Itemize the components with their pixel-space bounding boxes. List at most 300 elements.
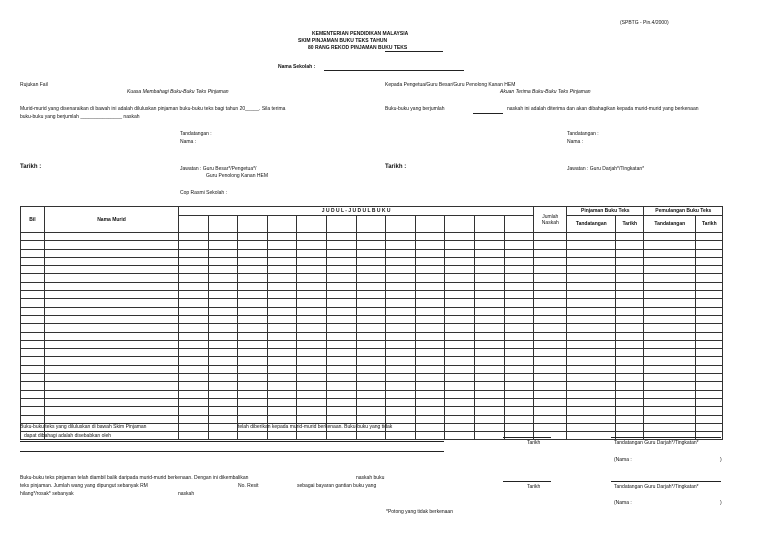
- book-cell[interactable]: [504, 274, 534, 282]
- return-date-cell[interactable]: [696, 307, 723, 315]
- student-name-cell[interactable]: [45, 398, 179, 406]
- book-cell[interactable]: [179, 233, 209, 241]
- number-cell[interactable]: [21, 233, 45, 241]
- book-cell[interactable]: [326, 241, 356, 249]
- book-cell[interactable]: [504, 315, 534, 323]
- return-signature-cell[interactable]: [644, 340, 696, 348]
- loan-signature-cell[interactable]: [567, 291, 616, 299]
- book-cell[interactable]: [386, 324, 416, 332]
- book-cell[interactable]: [297, 291, 327, 299]
- book-cell[interactable]: [326, 274, 356, 282]
- book-title-cell[interactable]: [208, 216, 238, 233]
- book-cell[interactable]: [238, 432, 268, 440]
- return-signature-cell[interactable]: [644, 407, 696, 415]
- student-name-cell[interactable]: [45, 357, 179, 365]
- return-signature-cell[interactable]: [644, 365, 696, 373]
- loan-signature-cell[interactable]: [567, 349, 616, 357]
- book-cell[interactable]: [297, 415, 327, 423]
- loan-signature-cell[interactable]: [567, 249, 616, 257]
- return-signature-cell[interactable]: [644, 332, 696, 340]
- number-cell[interactable]: [21, 398, 45, 406]
- student-name-cell[interactable]: [45, 282, 179, 290]
- return-date-cell[interactable]: [696, 357, 723, 365]
- book-cell[interactable]: [415, 357, 445, 365]
- number-cell[interactable]: [21, 266, 45, 274]
- student-name-cell[interactable]: [45, 382, 179, 390]
- book-cell[interactable]: [208, 241, 238, 249]
- book-cell[interactable]: [474, 266, 504, 274]
- number-cell[interactable]: [21, 390, 45, 398]
- book-cell[interactable]: [356, 432, 386, 440]
- book-cell[interactable]: [179, 340, 209, 348]
- book-cell[interactable]: [415, 249, 445, 257]
- book-cell[interactable]: [208, 266, 238, 274]
- book-cell[interactable]: [179, 324, 209, 332]
- book-cell[interactable]: [208, 233, 238, 241]
- book-cell[interactable]: [445, 241, 475, 249]
- book-cell[interactable]: [208, 282, 238, 290]
- student-name-cell[interactable]: [45, 274, 179, 282]
- book-cell[interactable]: [415, 398, 445, 406]
- copy-count-cell[interactable]: [534, 291, 567, 299]
- book-title-cell[interactable]: [297, 216, 327, 233]
- book-cell[interactable]: [386, 340, 416, 348]
- copy-count-cell[interactable]: [534, 407, 567, 415]
- loan-signature-cell[interactable]: [567, 340, 616, 348]
- number-cell[interactable]: [21, 382, 45, 390]
- book-cell[interactable]: [445, 390, 475, 398]
- copy-count-cell[interactable]: [534, 315, 567, 323]
- book-cell[interactable]: [386, 282, 416, 290]
- book-cell[interactable]: [297, 241, 327, 249]
- book-cell[interactable]: [267, 415, 297, 423]
- book-cell[interactable]: [356, 291, 386, 299]
- book-cell[interactable]: [474, 357, 504, 365]
- book-cell[interactable]: [267, 365, 297, 373]
- book-cell[interactable]: [474, 432, 504, 440]
- book-cell[interactable]: [326, 324, 356, 332]
- book-cell[interactable]: [326, 307, 356, 315]
- book-cell[interactable]: [474, 299, 504, 307]
- return-date-cell[interactable]: [696, 382, 723, 390]
- book-cell[interactable]: [474, 423, 504, 431]
- book-cell[interactable]: [267, 390, 297, 398]
- return-signature-cell[interactable]: [644, 315, 696, 323]
- book-cell[interactable]: [415, 432, 445, 440]
- number-cell[interactable]: [21, 291, 45, 299]
- book-cell[interactable]: [297, 340, 327, 348]
- book-cell[interactable]: [356, 315, 386, 323]
- return-date-cell[interactable]: [696, 374, 723, 382]
- book-cell[interactable]: [356, 233, 386, 241]
- book-cell[interactable]: [267, 233, 297, 241]
- loan-date-cell[interactable]: [616, 423, 644, 431]
- return-date-cell[interactable]: [696, 415, 723, 423]
- book-cell[interactable]: [474, 382, 504, 390]
- book-cell[interactable]: [326, 357, 356, 365]
- book-cell[interactable]: [386, 241, 416, 249]
- loan-signature-cell[interactable]: [567, 407, 616, 415]
- book-cell[interactable]: [326, 249, 356, 257]
- book-cell[interactable]: [386, 374, 416, 382]
- book-cell[interactable]: [445, 340, 475, 348]
- book-cell[interactable]: [386, 274, 416, 282]
- student-name-cell[interactable]: [45, 415, 179, 423]
- book-cell[interactable]: [297, 282, 327, 290]
- book-cell[interactable]: [415, 233, 445, 241]
- loan-signature-cell[interactable]: [567, 274, 616, 282]
- book-cell[interactable]: [356, 382, 386, 390]
- copy-count-cell[interactable]: [534, 233, 567, 241]
- return-signature-cell[interactable]: [644, 349, 696, 357]
- book-cell[interactable]: [267, 274, 297, 282]
- book-cell[interactable]: [238, 299, 268, 307]
- loan-signature-cell[interactable]: [567, 324, 616, 332]
- book-count-line[interactable]: [473, 113, 503, 114]
- return-signature-cell[interactable]: [644, 432, 696, 440]
- book-cell[interactable]: [208, 274, 238, 282]
- loan-date-cell[interactable]: [616, 274, 644, 282]
- return-signature-cell[interactable]: [644, 390, 696, 398]
- book-cell[interactable]: [326, 415, 356, 423]
- book-cell[interactable]: [445, 299, 475, 307]
- loan-signature-cell[interactable]: [567, 398, 616, 406]
- loan-signature-cell[interactable]: [567, 257, 616, 265]
- book-title-cell[interactable]: [415, 216, 445, 233]
- number-cell[interactable]: [21, 340, 45, 348]
- book-cell[interactable]: [238, 233, 268, 241]
- student-name-cell[interactable]: [45, 315, 179, 323]
- teacher-signature-line-1[interactable]: [611, 437, 721, 438]
- book-cell[interactable]: [504, 349, 534, 357]
- book-cell[interactable]: [208, 307, 238, 315]
- loan-date-cell[interactable]: [616, 432, 644, 440]
- book-title-cell[interactable]: [504, 216, 534, 233]
- book-cell[interactable]: [238, 266, 268, 274]
- book-cell[interactable]: [179, 274, 209, 282]
- book-cell[interactable]: [208, 340, 238, 348]
- loan-date-cell[interactable]: [616, 332, 644, 340]
- book-cell[interactable]: [474, 282, 504, 290]
- book-cell[interactable]: [386, 407, 416, 415]
- book-cell[interactable]: [208, 423, 238, 431]
- book-cell[interactable]: [356, 249, 386, 257]
- book-cell[interactable]: [208, 324, 238, 332]
- book-cell[interactable]: [415, 266, 445, 274]
- book-cell[interactable]: [267, 432, 297, 440]
- book-cell[interactable]: [297, 249, 327, 257]
- book-cell[interactable]: [474, 274, 504, 282]
- book-cell[interactable]: [474, 249, 504, 257]
- book-cell[interactable]: [238, 382, 268, 390]
- book-cell[interactable]: [297, 274, 327, 282]
- book-cell[interactable]: [386, 415, 416, 423]
- book-cell[interactable]: [445, 432, 475, 440]
- copy-count-cell[interactable]: [534, 357, 567, 365]
- book-cell[interactable]: [474, 324, 504, 332]
- book-cell[interactable]: [297, 374, 327, 382]
- book-cell[interactable]: [415, 324, 445, 332]
- book-cell[interactable]: [267, 382, 297, 390]
- reason-line-2[interactable]: [20, 451, 444, 452]
- book-cell[interactable]: [297, 365, 327, 373]
- return-signature-cell[interactable]: [644, 266, 696, 274]
- book-cell[interactable]: [386, 349, 416, 357]
- book-cell[interactable]: [356, 299, 386, 307]
- book-cell[interactable]: [297, 407, 327, 415]
- book-cell[interactable]: [504, 423, 534, 431]
- return-signature-cell[interactable]: [644, 398, 696, 406]
- loan-signature-cell[interactable]: [567, 282, 616, 290]
- loan-date-cell[interactable]: [616, 407, 644, 415]
- return-date-cell[interactable]: [696, 398, 723, 406]
- book-cell[interactable]: [445, 423, 475, 431]
- return-signature-cell[interactable]: [644, 233, 696, 241]
- return-date-cell[interactable]: [696, 332, 723, 340]
- copy-count-cell[interactable]: [534, 398, 567, 406]
- book-cell[interactable]: [208, 291, 238, 299]
- book-cell[interactable]: [208, 415, 238, 423]
- book-title-cell[interactable]: [179, 216, 209, 233]
- book-cell[interactable]: [179, 374, 209, 382]
- book-cell[interactable]: [326, 340, 356, 348]
- book-cell[interactable]: [297, 266, 327, 274]
- book-cell[interactable]: [267, 266, 297, 274]
- book-cell[interactable]: [326, 398, 356, 406]
- return-signature-cell[interactable]: [644, 307, 696, 315]
- book-cell[interactable]: [415, 274, 445, 282]
- loan-signature-cell[interactable]: [567, 315, 616, 323]
- copy-count-cell[interactable]: [534, 349, 567, 357]
- book-cell[interactable]: [267, 374, 297, 382]
- number-cell[interactable]: [21, 241, 45, 249]
- book-cell[interactable]: [445, 374, 475, 382]
- book-cell[interactable]: [504, 398, 534, 406]
- return-signature-cell[interactable]: [644, 324, 696, 332]
- book-cell[interactable]: [238, 349, 268, 357]
- book-cell[interactable]: [267, 315, 297, 323]
- book-cell[interactable]: [474, 315, 504, 323]
- book-cell[interactable]: [326, 349, 356, 357]
- loan-signature-cell[interactable]: [567, 415, 616, 423]
- copy-count-cell[interactable]: [534, 299, 567, 307]
- book-cell[interactable]: [504, 299, 534, 307]
- book-cell[interactable]: [415, 332, 445, 340]
- book-cell[interactable]: [504, 374, 534, 382]
- book-cell[interactable]: [326, 299, 356, 307]
- loan-date-cell[interactable]: [616, 357, 644, 365]
- return-date-cell[interactable]: [696, 315, 723, 323]
- book-cell[interactable]: [356, 390, 386, 398]
- return-signature-cell[interactable]: [644, 241, 696, 249]
- book-cell[interactable]: [415, 365, 445, 373]
- book-cell[interactable]: [386, 432, 416, 440]
- book-cell[interactable]: [179, 357, 209, 365]
- loan-date-cell[interactable]: [616, 315, 644, 323]
- copy-count-cell[interactable]: [534, 423, 567, 431]
- student-name-cell[interactable]: [45, 332, 179, 340]
- number-cell[interactable]: [21, 249, 45, 257]
- book-cell[interactable]: [238, 390, 268, 398]
- loan-signature-cell[interactable]: [567, 365, 616, 373]
- book-cell[interactable]: [238, 340, 268, 348]
- book-cell[interactable]: [445, 249, 475, 257]
- book-cell[interactable]: [445, 274, 475, 282]
- book-cell[interactable]: [208, 332, 238, 340]
- book-cell[interactable]: [297, 390, 327, 398]
- book-cell[interactable]: [326, 365, 356, 373]
- copy-count-cell[interactable]: [534, 390, 567, 398]
- number-cell[interactable]: [21, 349, 45, 357]
- book-cell[interactable]: [445, 315, 475, 323]
- loan-date-cell[interactable]: [616, 374, 644, 382]
- loan-signature-cell[interactable]: [567, 374, 616, 382]
- book-cell[interactable]: [208, 349, 238, 357]
- book-cell[interactable]: [415, 407, 445, 415]
- loan-signature-cell[interactable]: [567, 432, 616, 440]
- copy-count-cell[interactable]: [534, 374, 567, 382]
- book-cell[interactable]: [179, 349, 209, 357]
- copy-count-cell[interactable]: [534, 282, 567, 290]
- book-cell[interactable]: [415, 374, 445, 382]
- book-cell[interactable]: [386, 249, 416, 257]
- number-cell[interactable]: [21, 307, 45, 315]
- book-cell[interactable]: [326, 257, 356, 265]
- book-cell[interactable]: [445, 365, 475, 373]
- loan-date-cell[interactable]: [616, 282, 644, 290]
- book-cell[interactable]: [356, 324, 386, 332]
- student-name-cell[interactable]: [45, 291, 179, 299]
- book-cell[interactable]: [179, 332, 209, 340]
- book-cell[interactable]: [474, 332, 504, 340]
- copy-count-cell[interactable]: [534, 324, 567, 332]
- book-cell[interactable]: [297, 257, 327, 265]
- reason-line-1[interactable]: [20, 441, 444, 442]
- book-cell[interactable]: [386, 315, 416, 323]
- school-name-line[interactable]: [324, 70, 464, 71]
- book-cell[interactable]: [179, 249, 209, 257]
- book-cell[interactable]: [238, 357, 268, 365]
- book-cell[interactable]: [238, 332, 268, 340]
- book-cell[interactable]: [504, 340, 534, 348]
- student-name-cell[interactable]: [45, 374, 179, 382]
- student-name-cell[interactable]: [45, 299, 179, 307]
- book-cell[interactable]: [474, 307, 504, 315]
- return-date-cell[interactable]: [696, 432, 723, 440]
- book-cell[interactable]: [267, 249, 297, 257]
- book-cell[interactable]: [208, 390, 238, 398]
- number-cell[interactable]: [21, 324, 45, 332]
- return-date-cell[interactable]: [696, 340, 723, 348]
- return-signature-cell[interactable]: [644, 382, 696, 390]
- number-cell[interactable]: [21, 332, 45, 340]
- book-cell[interactable]: [208, 315, 238, 323]
- book-cell[interactable]: [415, 382, 445, 390]
- book-cell[interactable]: [386, 307, 416, 315]
- book-cell[interactable]: [238, 365, 268, 373]
- book-cell[interactable]: [238, 415, 268, 423]
- book-cell[interactable]: [474, 374, 504, 382]
- loan-signature-cell[interactable]: [567, 332, 616, 340]
- book-cell[interactable]: [386, 398, 416, 406]
- book-cell[interactable]: [356, 357, 386, 365]
- return-date-cell[interactable]: [696, 291, 723, 299]
- book-cell[interactable]: [356, 340, 386, 348]
- return-signature-cell[interactable]: [644, 415, 696, 423]
- return-date-cell[interactable]: [696, 365, 723, 373]
- loan-date-cell[interactable]: [616, 241, 644, 249]
- book-cell[interactable]: [179, 282, 209, 290]
- book-cell[interactable]: [504, 357, 534, 365]
- loan-date-cell[interactable]: [616, 291, 644, 299]
- book-cell[interactable]: [445, 307, 475, 315]
- book-cell[interactable]: [415, 349, 445, 357]
- student-name-cell[interactable]: [45, 307, 179, 315]
- book-cell[interactable]: [504, 332, 534, 340]
- book-cell[interactable]: [504, 307, 534, 315]
- number-cell[interactable]: [21, 407, 45, 415]
- book-cell[interactable]: [179, 365, 209, 373]
- copy-count-cell[interactable]: [534, 307, 567, 315]
- book-cell[interactable]: [504, 233, 534, 241]
- book-cell[interactable]: [356, 398, 386, 406]
- book-cell[interactable]: [267, 357, 297, 365]
- copy-count-cell[interactable]: [534, 241, 567, 249]
- book-cell[interactable]: [415, 299, 445, 307]
- book-cell[interactable]: [179, 407, 209, 415]
- book-cell[interactable]: [179, 432, 209, 440]
- book-cell[interactable]: [179, 241, 209, 249]
- book-cell[interactable]: [474, 241, 504, 249]
- book-cell[interactable]: [504, 291, 534, 299]
- book-cell[interactable]: [386, 299, 416, 307]
- book-cell[interactable]: [297, 307, 327, 315]
- book-cell[interactable]: [326, 266, 356, 274]
- loan-date-cell[interactable]: [616, 340, 644, 348]
- book-cell[interactable]: [445, 407, 475, 415]
- book-cell[interactable]: [208, 374, 238, 382]
- book-cell[interactable]: [504, 390, 534, 398]
- book-cell[interactable]: [386, 390, 416, 398]
- book-cell[interactable]: [179, 382, 209, 390]
- return-date-cell[interactable]: [696, 324, 723, 332]
- book-cell[interactable]: [267, 398, 297, 406]
- book-cell[interactable]: [238, 324, 268, 332]
- book-cell[interactable]: [386, 291, 416, 299]
- student-name-cell[interactable]: [45, 241, 179, 249]
- book-cell[interactable]: [445, 282, 475, 290]
- book-cell[interactable]: [326, 407, 356, 415]
- book-cell[interactable]: [238, 274, 268, 282]
- book-title-cell[interactable]: [326, 216, 356, 233]
- book-cell[interactable]: [474, 340, 504, 348]
- return-date-cell[interactable]: [696, 233, 723, 241]
- book-cell[interactable]: [415, 241, 445, 249]
- teacher-signature-line-2[interactable]: [611, 481, 721, 482]
- book-cell[interactable]: [238, 315, 268, 323]
- book-cell[interactable]: [267, 257, 297, 265]
- loan-date-cell[interactable]: [616, 349, 644, 357]
- copy-count-cell[interactable]: [534, 249, 567, 257]
- return-date-cell[interactable]: [696, 266, 723, 274]
- book-cell[interactable]: [386, 257, 416, 265]
- book-cell[interactable]: [356, 332, 386, 340]
- book-cell[interactable]: [415, 257, 445, 265]
- book-title-cell[interactable]: [386, 216, 416, 233]
- book-cell[interactable]: [208, 249, 238, 257]
- book-cell[interactable]: [504, 241, 534, 249]
- book-cell[interactable]: [326, 315, 356, 323]
